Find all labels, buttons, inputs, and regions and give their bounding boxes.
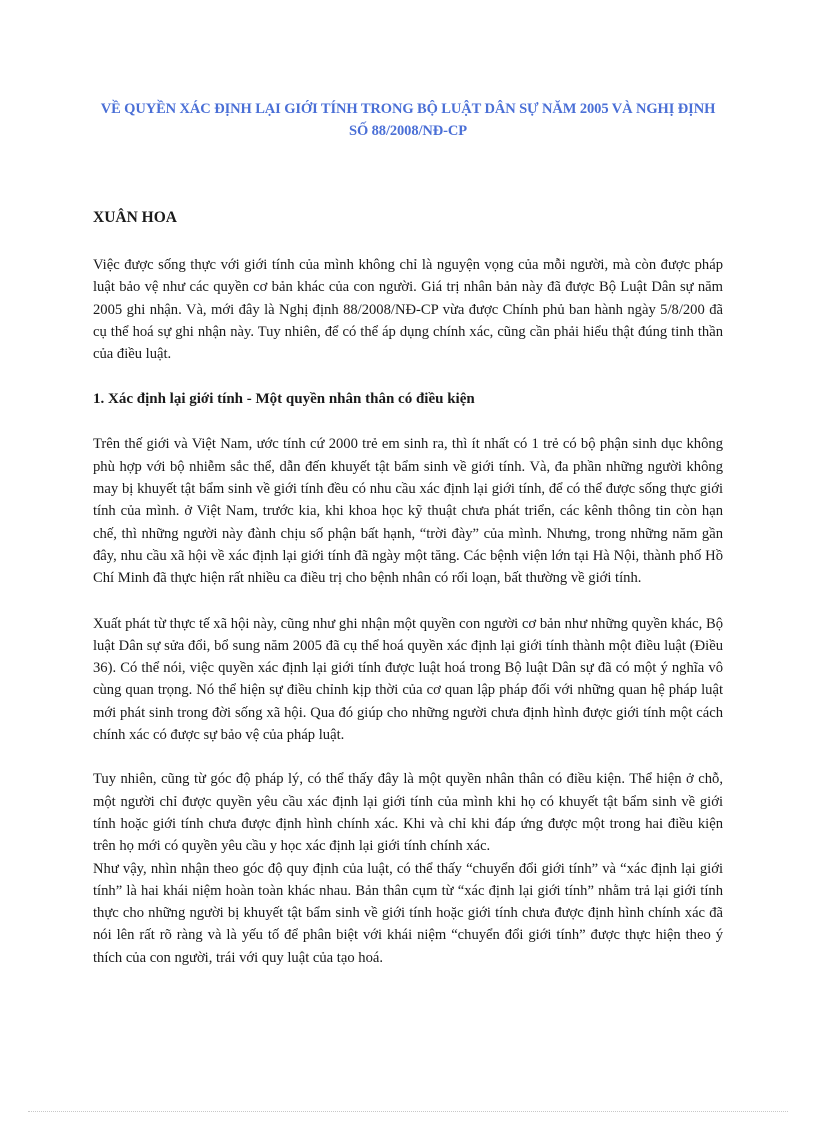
document-title: VỀ QUYỀN XÁC ĐỊNH LẠI GIỚI TÍNH TRONG BỘ LUẬT DÂN SỰ NĂM 2005 VÀ NGHỊ ĐỊNH SỐ 88/2008/NĐ-CP	[100, 101, 716, 139]
author-name: XUÂN HOA	[93, 209, 177, 226]
body-paragraph-2: Trên thế giới và Việt Nam, ước tính cứ 2000 trẻ em sinh ra, thì ít nhất có 1 trẻ có bộ phận sinh dục không phù hợp với bộ nhiễm sắc thể, dẫn đến khuyết tật bẩm sinh về giới tính. Và, đa phần những người không may bị khuyết tật bẩm sinh về giới tính đều có nhu cầu xác định lại giới tính, để có thể được sống thực giới tính của mình. ở Việt Nam, trước kia, khi khoa học kỹ thuật chưa phát triển, các kênh thông tin còn hạn chế, thì những người này đành chịu số phận bất hạnh, “trời đày” của mình. Nhưng, trong những năm gần đây, nhu cầu xã hội về xác định lại giới tính đã ngày một tăng. Các bệnh viện lớn tại Hà Nội, thành phố Hồ Chí Minh đã thực hiện rất nhiều ca điều trị cho bệnh nhân có rối loạn, bất thường về giới tính.	[93, 436, 723, 587]
document-page	[93, 98, 723, 969]
section-heading: 1. Xác định lại giới tính - Một quyền nhân thân có điều kiện	[93, 391, 475, 408]
intro-paragraph: Việc được sống thực với giới tính của mình không chỉ là nguyện vọng của mỗi người, mà còn được pháp luật bảo vệ như các quyền cơ bản khác của con người. Giá trị nhân bản này đã được Bộ Luật Dân sự năm 2005 ghi nhận. Và, mới đây là Nghị định 88/2008/NĐ-CP vừa được Chính phủ ban hành ngày 5/8/200 đã cụ thể hoá sự ghi nhận này. Tuy nhiên, để có thể áp dụng chính xác, cũng cần phải hiểu thật đúng tinh thần của điều luật.	[93, 257, 723, 363]
body-paragraph-3: Xuất phát từ thực tế xã hội này, cũng như ghi nhận một quyền con người cơ bản như những quyền khác, Bộ luật Dân sự sửa đổi, bổ sung năm 2005 đã cụ thể hoá quyền xác định lại giới tính thành một điều luật (Điều 36). Có thể nói, việc quyền xác định lại giới tính được luật hoá trong Bộ luật Dân sự đã có một ý nghĩa vô cùng quan trọng. Nó thể hiện sự điều chỉnh kịp thời của cơ quan lập pháp đối với những quan hệ pháp luật mới phát sinh trong đời sống xã hội. Qua đó giúp cho những người chưa định hình được giới tính một cách chính xác có được sự bảo vệ của pháp luật.	[93, 615, 723, 744]
page-bottom-divider	[28, 1111, 788, 1112]
body-paragraph-5: Như vậy, nhìn nhận theo góc độ quy định của luật, có thể thấy “chuyển đổi giới tính” và “xác định lại giới tính” là hai khái niệm hoàn toàn khác nhau. Bản thân cụm từ “xác định lại giới tính” nhằm trả lại giới tính thực cho những người bị khuyết tật bẩm sinh về giới tính hoặc giới tính chưa được định hình chính xác đã nói lên rất rõ ràng và là yếu tố để phân biệt với khái niệm “chuyển đổi giới tính” được thực hiện theo ý thích của con người, trái với quy luật của tạo hoá.	[93, 860, 723, 966]
body-paragraph-4: Tuy nhiên, cũng từ góc độ pháp lý, có thể thấy đây là một quyền nhân thân có điều kiện. Thể hiện ở chỗ, một người chỉ được quyền yêu cầu xác định lại giới tính của mình khi họ có khuyết tật bẩm sinh về giới tính hoặc giới tính chưa được định hình chính xác. Khi và chỉ khi đáp ứng được một trong hai điều kiện trên họ mới có quyền yêu cầu y học xác định lại giới tính chính xác.	[93, 771, 723, 855]
